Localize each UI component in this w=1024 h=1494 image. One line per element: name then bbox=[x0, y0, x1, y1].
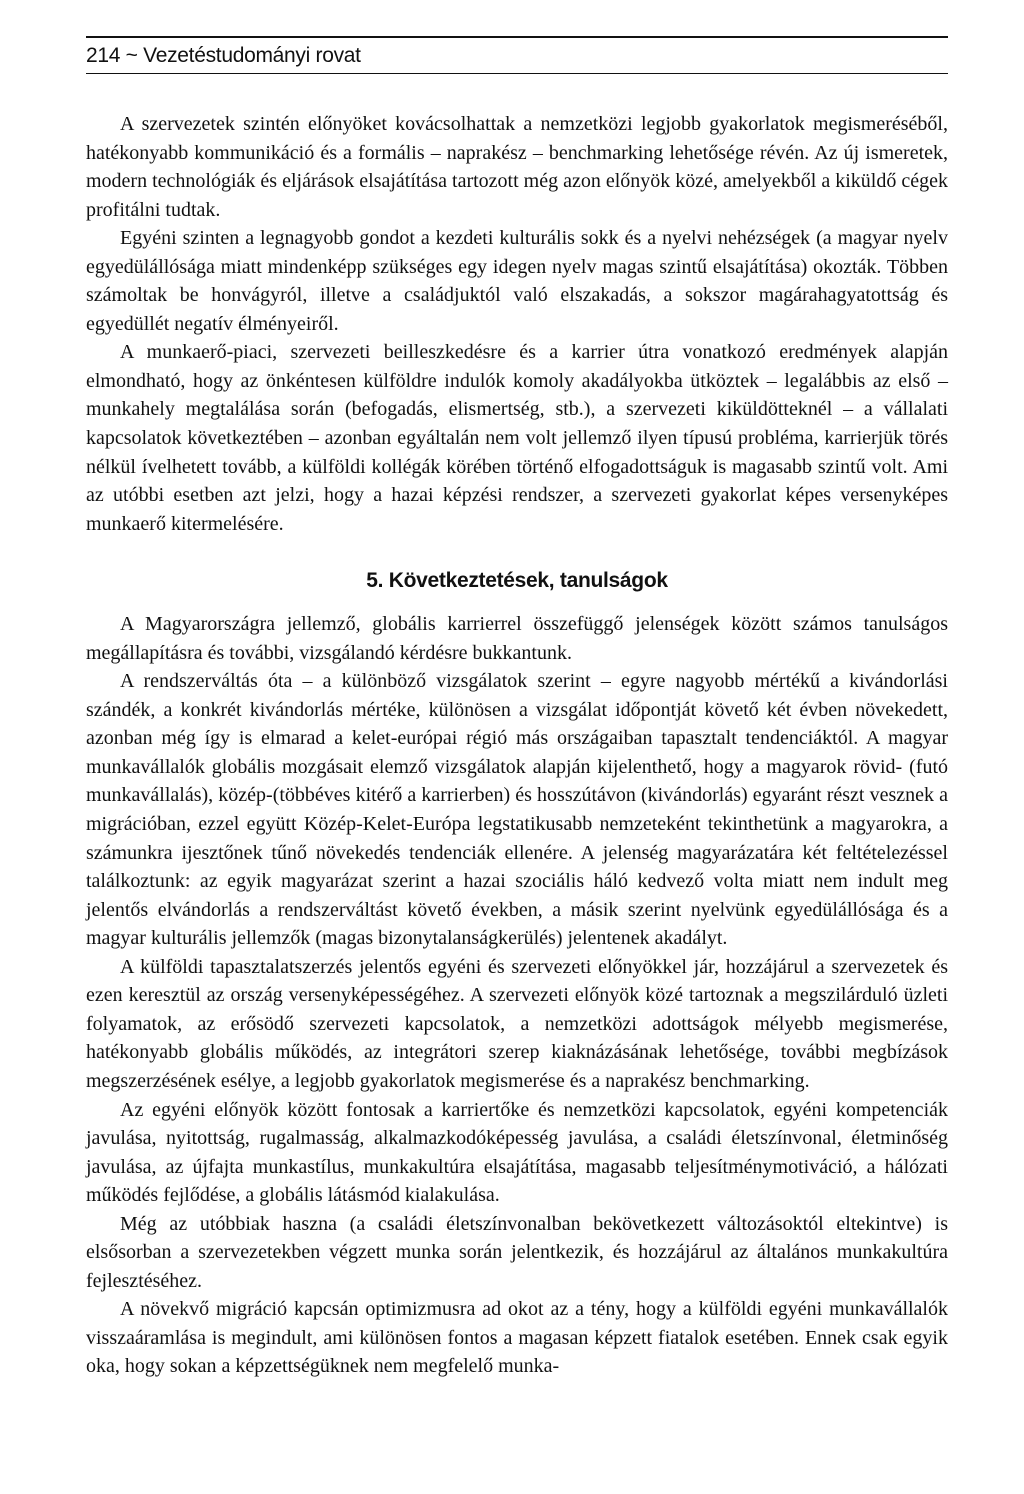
section-heading bbox=[86, 565, 948, 597]
paragraph: A külföldi tapasztalatszerzés jelentős egyéni és szervezeti előnyökkel jár, hozzájárul a szervezetek és ezen keresztül az ország versenyképességéhez. A szervezeti előnyök közé tartoznak a megszilárduló üzleti folyamatok, az erősödő szervezeti kapcsolatok, a nemzetközi adottságok mélyebb megismerése, hatékonyabb globális működés, az integrátori szerep kiaknázásának lehetősége, további megbízások megszerzésének esélye, a legjobb gyakorlatok megismerése és a naprakész benchmarking. bbox=[86, 955, 948, 1092]
section-number: 5. bbox=[366, 569, 389, 593]
section-title: Következtetések, tanulságok bbox=[388, 569, 668, 593]
paragraph: A szervezetek szintén előnyöket kovácsolhattak a nemzetközi legjobb gyakorlatok megismeréséből, hatékonyabb kommunikáció és a formális – naprakész – benchmarking lehetősége révén. Az új ismeretek, modern technológiák és eljárások elsajátítása tartozott még azon előnyök közé, amelyekből a kiküldő cégek profitálni tudtak. bbox=[86, 113, 948, 221]
paragraph: Egyéni szinten a legnagyobb gondot a kezdeti kulturális sokk és a nyelvi nehézségek (a magyar nyelv egyedülállósága miatt mindenképp szükséges egy idegen nyelv magas szintű elsajátítása) okozták. Többen számoltak be honvágyról, illetve a családjuktól való elszakadás, a sokszor magárahagyatottság és egyedüllét negatív élményeiről. bbox=[86, 227, 948, 335]
running-head-rule bbox=[86, 73, 948, 74]
paragraph: A Magyarországra jellemző, globális karrierrel összefüggő jelenségek között számos tanulságos megállapításra és további, vizsgálandó kérdésre bukkantunk. bbox=[86, 613, 948, 664]
paragraph: A munkaerő-piaci, szervezeti beilleszkedésre és a karrier útra vonatkozó eredmények alapján elmondható, hogy az önkéntesen külföldre indulók komoly akadályokba ütköztek – legalábbis az első – munkahely megtalálása során (befogadás, elismertség, stb.), a szervezeti kiküldötteknél – a vállalati kapcsolatok következtében – azonban egyáltalán nem volt jellemző ilyen típusú probléma, karrierjük törés nélkül ívelhetett tovább, a külföldi kollégák körében történő elfogadottságuk is magasabb szintű volt. Ami az utóbbi esetben azt jelzi, hogy a hazai képzési rendszer, a szervezeti gyakorlat képes versenyképes munkaerő kitermelésére. bbox=[86, 341, 948, 535]
article-body bbox=[86, 110, 948, 1381]
paragraph: Az egyéni előnyök között fontosak a karriertőke és nemzetközi kapcsolatok, egyéni kompetenciák javulása, nyitottság, rugalmasság, alkalmazkodóképesség javulása, a családi életszínvonal, életminőség javulása, az újfajta munkastílus, munkakultúra elsajátítása, magasabb teljesítménymotiváció, a hálózati működés fejlődése, a globális látásmód kialakulása. bbox=[86, 1098, 948, 1207]
paragraph: A növekvő migráció kapcsán optimizmusra ad okot az a tény, hogy a külföldi egyéni munkavállalók visszaáramlása is megindult, ami különösen fontos a magasan képzett fiatalok esetében. Ennek csak egyik oka, hogy sokan a képzettségüknek nem megfelelő munka- bbox=[86, 1298, 948, 1378]
running-head bbox=[86, 36, 948, 74]
paragraph: A rendszerváltás óta – a különböző vizsgálatok szerint – egyre nagyobb mértékű a kivándorlási szándék, a konkrét kivándorlás mértéke, különösen a vizsgálat időpontját követő két évben növekedett, azonban még így is elmarad a kelet-európai régió más országaiban tapasztalt tendenciáktól. A magyar munkavállalók globális mozgásait elemző vizsgálatok alapján kijelenthető, hogy a magyarok rövid- (futó munkavállalás), közép-(többéves kitérő a karrierben) és hosszútávon (kivándorlás) egyaránt részt vesznek a migrációban, ezzel együtt Közép-Kelet-Európa legstatikusabb nemzeteként tekinthetünk a magyarokra, a számunkra ijesztőnek tűnő növekedés tendenciák ellenére. A jelenség magyarázatára két feltételezéssel találkoztunk: az egyik magyarázat szerint a hazai szociális háló kedvező volta miatt nem indult meg jelentős elvándorlás a rendszerváltást követő években, a másik szerint nyelvünk egyedülállósága és a magyar kulturális jellemzők (magas bizonytalanságkerülés) jelentenek akadályt. bbox=[86, 670, 948, 950]
paragraph: Még az utóbbiak haszna (a családi életszínvonalban bekövetkezett változásoktól eltekintve) is elsősorban a szervezetekben végzett munka során jelentkezik, és hozzájárul az általános munkakultúra fejlesztéséhez. bbox=[86, 1212, 948, 1292]
running-head-text: 214 ~ Vezetéstudományi rovat bbox=[86, 44, 361, 67]
